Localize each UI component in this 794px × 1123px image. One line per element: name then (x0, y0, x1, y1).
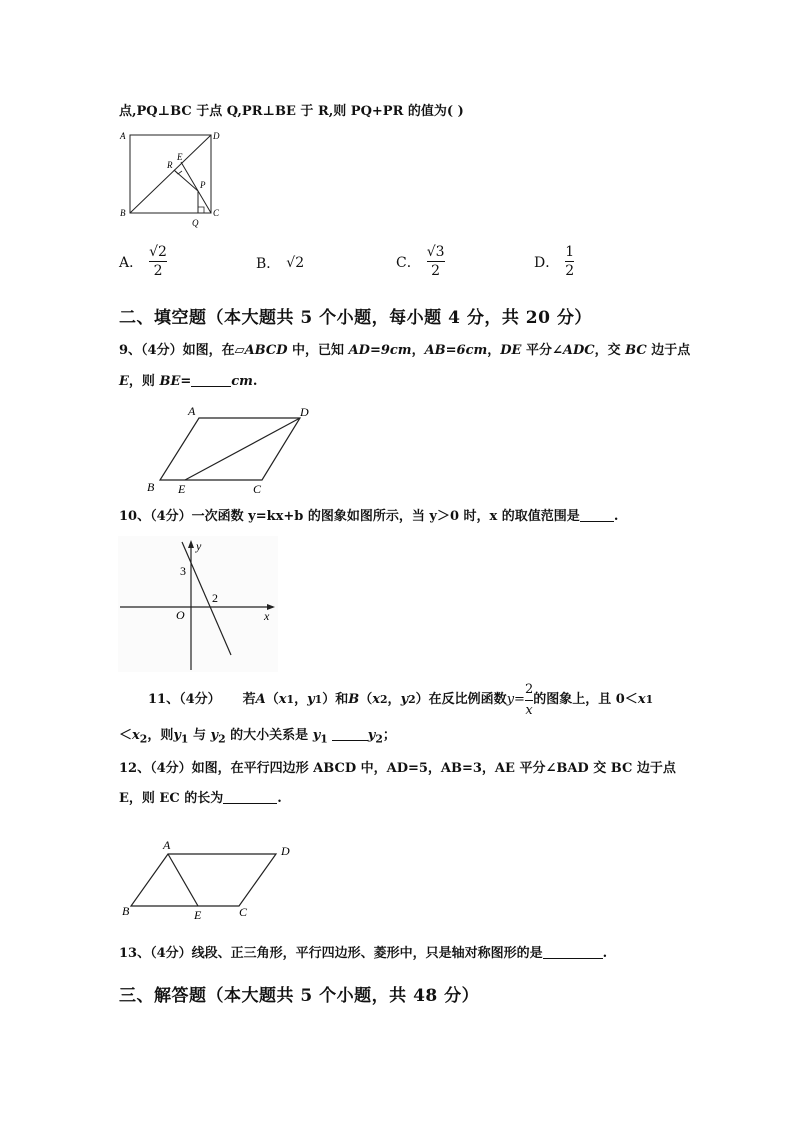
q11-text: ）和 (322, 692, 349, 707)
q9-text: cm (231, 374, 253, 389)
q9-text: 平分∠ (521, 343, 563, 358)
q9-text: ， (487, 343, 501, 358)
q9-parallelogram (160, 418, 300, 480)
q11-text: x (372, 692, 380, 707)
q11-text: 2 (408, 693, 416, 706)
q12-line2 (119, 790, 282, 808)
q11-text: 1 (645, 693, 654, 706)
q12-label-b: B (122, 904, 130, 918)
q9-text: BC (625, 343, 647, 358)
q8-option-c (396, 244, 445, 279)
q13-line (119, 945, 607, 963)
q8-label-a: A (120, 131, 126, 141)
q11-text: y (506, 692, 515, 707)
q9-text: 中，已知 (287, 343, 349, 358)
q10-answer-blank[interactable] (580, 509, 614, 522)
q9-text: ，交 (594, 343, 626, 358)
q11-text: A (255, 692, 266, 707)
q8-option-a-fraction (149, 244, 167, 279)
q8-option-b-value: √2 (286, 255, 305, 271)
q9-text: BE= (159, 374, 192, 389)
q8-option-a-num: √2 (149, 244, 167, 260)
q11-text: 2 (375, 732, 383, 746)
q12-text: E，则 EC 的长为 (119, 791, 224, 806)
q8-figure (118, 128, 222, 230)
q11-text: ＜ (119, 728, 133, 743)
q9-line2 (119, 373, 257, 391)
q9-line1 (119, 342, 690, 360)
q11-answer-blank[interactable] (332, 728, 368, 741)
q11-text: 1 (320, 732, 328, 746)
q8-option-a-den: 2 (153, 263, 163, 279)
q11-text: 2 (139, 732, 148, 746)
q8-option-c-num: √3 (426, 244, 445, 260)
q9-figure (144, 402, 314, 496)
q12-answer-blank[interactable] (223, 791, 277, 804)
q9-text: ，则 (128, 374, 160, 389)
q11-text: y (312, 728, 321, 743)
q12-label-d: D (281, 844, 290, 858)
q12-label-e: E (194, 908, 202, 922)
q10-text: . (613, 509, 619, 524)
q9-label-a: A (188, 404, 196, 418)
q8-option-d (534, 244, 574, 279)
q9-text: 边于点 (646, 343, 691, 358)
q10-line (119, 508, 618, 526)
q11-text: （ (265, 692, 279, 707)
q8-label-p: P (200, 180, 206, 190)
q12-parallelogram (131, 854, 276, 906)
q11-text: 的图象上，且 0＜ (533, 692, 638, 707)
q8-label-d: D (213, 131, 220, 141)
q12-text: . (277, 791, 282, 806)
q8-label-q: Q (192, 218, 199, 228)
q11-text: x (132, 728, 140, 743)
q8-option-b (256, 253, 304, 273)
q11-text: （ (359, 692, 373, 707)
q8-diagonal-bd (130, 135, 211, 213)
section3-heading: 三、解答题（本大题共 5 个小题，共 48 分） (119, 986, 480, 1006)
q11-text: 的大小关系是 (225, 728, 313, 743)
q8-label-b: B (120, 208, 126, 218)
q8-option-d-num: 1 (565, 244, 575, 260)
q8-option-b-letter: B． (256, 256, 281, 272)
q11-text: ， (387, 692, 401, 707)
q11-text: 1 (286, 693, 295, 706)
q8-option-c-fraction (427, 244, 445, 279)
q9-label-b: B (147, 480, 155, 494)
q9-segment-de (185, 418, 300, 480)
q8-option-d-fraction (565, 244, 574, 279)
q10-figure (118, 536, 280, 672)
q8-option-a (119, 244, 167, 279)
q11-text: y (367, 728, 376, 743)
q9-text: . (252, 374, 258, 389)
q10-text: 10、（4分）一次函数 y=kx+b 的图象如图所示，当 y＞0 时，x 的取值范围是 (119, 509, 580, 524)
q11-text: = (514, 692, 525, 707)
q9-text: AB=6cm (424, 343, 488, 358)
q11-text: B (348, 692, 360, 707)
q11-text: 2 (218, 732, 226, 746)
q9-label-e: E (178, 482, 186, 496)
q9-label-d: D (300, 405, 309, 419)
q11-fraction-den: x (525, 702, 533, 718)
q11-text: x (637, 692, 646, 707)
q11-text: 与 (188, 728, 211, 743)
q9-text: ABCD (244, 343, 288, 358)
q11-text: 1 (180, 732, 189, 746)
q11-text: y (400, 692, 409, 707)
q12-segment-ae (168, 854, 198, 906)
q11-text: 若 (242, 692, 256, 707)
q12-label-c: C (239, 905, 248, 919)
q8-segment-ec (181, 162, 211, 213)
q11-text: ， (294, 692, 308, 707)
q8-option-c-letter: C． (396, 254, 421, 271)
q11-fraction (525, 681, 533, 720)
q11-text: ）在反比例函数 (415, 692, 507, 707)
q9-label-c: C (253, 482, 262, 496)
q11-text: 2 (380, 693, 388, 706)
q12-label-a: A (163, 838, 171, 852)
q11-fraction-num: 2 (524, 681, 534, 697)
q8-option-d-den: 2 (565, 263, 575, 279)
q10-label-2: 2 (212, 591, 218, 605)
q9-text: ADC (562, 343, 595, 358)
q8-right-angle-q (198, 207, 204, 213)
q8-option-c-den: 2 (431, 263, 441, 279)
q11-text: 11、（4分） (148, 692, 221, 707)
q8-label-c: C (213, 208, 220, 218)
q11-text: y (210, 728, 219, 743)
q11-text: 1 (314, 693, 323, 706)
q11-text: ； (382, 728, 396, 743)
q13-text: . (602, 946, 608, 961)
q8-option-a-letter: A． (119, 254, 144, 271)
q9-answer-blank[interactable] (191, 374, 231, 387)
q12-figure (118, 834, 302, 924)
q10-label-3: 3 (180, 564, 186, 578)
q9-text: ， (411, 343, 425, 358)
q9-text: 9、（4分）如图，在▱ (119, 343, 245, 358)
q10-label-y: y (196, 539, 202, 553)
q11-text: ，则 (147, 728, 174, 743)
q13-answer-blank[interactable] (543, 946, 603, 959)
q10-label-x: x (264, 609, 270, 623)
q9-text: DE (500, 343, 522, 358)
q11-text: y (173, 728, 181, 743)
q8-text: 点,PQ⊥BC 于点 Q,PR⊥BE 于 R,则 PQ+PR 的值为( ) (119, 104, 464, 119)
q11-line2 (119, 727, 396, 749)
q9-text: AD=9cm (348, 343, 412, 358)
q8-label-e: E (177, 152, 183, 162)
q9-text: E (119, 374, 129, 389)
q10-label-origin: O (176, 608, 185, 622)
section2-heading: 二、填空题（本大题共 5 个小题，每小题 4 分，共 20 分） (119, 308, 592, 328)
q11-text: x (278, 692, 287, 707)
q13-text: 13、（4分）线段、正三角形，平行四边形、菱形中，只是轴对称图形的是 (119, 946, 543, 961)
q12-line1: 12、（4分）如图，在平行四边形 ABCD 中，AD=5，AB=3，AE 平分∠BAD 交 BC 边于点 (119, 761, 676, 776)
q11-text: y (307, 692, 315, 707)
q8-option-d-letter: D． (534, 254, 560, 271)
q8-label-r: R (167, 160, 173, 170)
q11-line1 (148, 682, 653, 718)
